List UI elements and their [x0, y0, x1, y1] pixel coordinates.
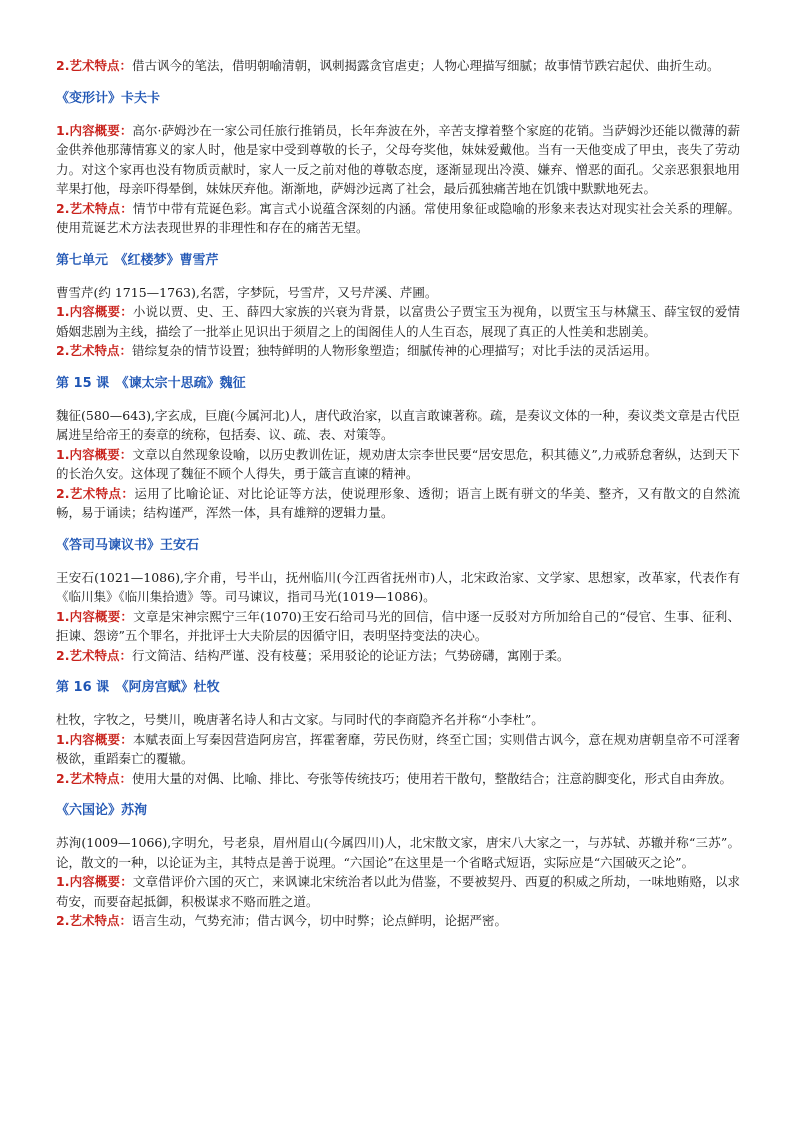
- art-paragraph: [56, 484, 740, 523]
- content-label: 1.内容概要：: [56, 874, 133, 889]
- content-paragraph: [56, 607, 740, 646]
- content-label: 1.内容概要：: [56, 731, 133, 747]
- art-text: 行文简洁、结构严谨、没有枝蔓；采用驳论的论证方法；气势磅礴，寓刚于柔。: [131, 647, 570, 663]
- art-text: 错综复杂的情节设置；独特鲜明的人物形象塑造；细腻传神的心理描写；对比手法的灵活运用。: [131, 343, 657, 358]
- art-paragraph: [56, 911, 740, 931]
- art-label: 2.艺术特点：: [56, 770, 132, 786]
- section-heading-metamorphosis: 《变形计》卡夫卡: [56, 90, 161, 106]
- art-label: 2.艺术特点：: [56, 343, 132, 358]
- art-text: 借古讽今的笔法，借明朝喻清朝，讽刺揭露贪官虐吏；人物心理描写细腻；故事情节跌宕起伏、曲折生动。: [131, 58, 720, 73]
- content-text: 文章借评价六国的灭亡，来讽谏北宋统治者以此为借鉴，不要被契丹、西夏的积威之所劫，一味地贿赂，以求苟安，而要奋起抵御，积极谋求不赂而胜之道。: [56, 874, 740, 909]
- content-label: 1.内容概要：: [56, 122, 133, 138]
- content-paragraph: [56, 445, 740, 484]
- content-paragraph: [56, 730, 740, 769]
- art-label: 2.艺术特点：: [56, 647, 132, 663]
- content-paragraph: [56, 302, 740, 341]
- art-paragraph: [56, 769, 740, 789]
- section-heading-honglou: 第七单元 《红楼梦》曹雪芹: [56, 252, 219, 268]
- content-text: 小说以贾、史、王、薛四大家族的兴衰为背景，以富贵公子贾宝玉为视角，以贾宝玉与林黛玉、薛宝钗的爱情婚姻悲剧为主线，描绘了一批举止见识出于须眉之上的闺阁佳人的人生百态，展现了真正的人性美和悲剧美。: [56, 304, 740, 339]
- art-text: 语言生动，气势充沛；借古讽今，切中时弊；论点鲜明，论据严密。: [131, 913, 507, 928]
- art-label: 2.艺术特点：: [56, 58, 132, 73]
- art-text: 情节中带有荒诞色彩。寓言式小说蕴含深刻的内涵。常使用象征或隐喻的形象来表达对现实社会关系的理解。使用荒诞艺术方法表现世界的非理性和存在的痛苦无望。: [56, 200, 740, 235]
- section-heading-dasima: 《答司马谏议书》王安石: [56, 537, 200, 553]
- content-label: 1.内容概要：: [56, 304, 133, 319]
- art-paragraph: [56, 341, 740, 361]
- top-art-paragraph: [56, 56, 740, 76]
- art-text: 使用大量的对偶、比喻、排比、夸张等传统技巧；使用若干散句，整散结合；注意韵脚变化，形式自由奔放。: [131, 770, 732, 786]
- author-intro: 魏征(580—643),字玄成，巨鹿(今属河北)人，唐代政治家，以直言敢谏著称。疏，是奏议文体的一种，奏议类文章是古代臣属进呈给帝王的奏章的统称，包括奏、议、疏、表、对策等。: [56, 407, 740, 442]
- author-intro: 王安石(1021—1086),字介甫，号半山，抚州临川(今江西省抚州市)人，北宋政治家、文学家、思想家，改革家，代表作有《临川集》《临川集拾遗》等。司马谏议，指司马光(1019—1086)。: [56, 569, 740, 604]
- art-paragraph: [56, 646, 740, 666]
- author-intro: 苏洵(1009—1066),字明允，号老泉，眉州眉山(今属四川)人，北宋散文家，唐宋八大家之一，与苏轼、苏辙并称“三苏”。论，散文的一种，以论证为主，其特点是善于说理。“六国论”在这里是一个省略式短语，实际应是“六国破灭之论”。: [56, 835, 740, 870]
- content-paragraph: [56, 872, 740, 911]
- art-paragraph: [56, 199, 740, 238]
- author-intro: 杜牧，字牧之，号樊川，晚唐著名诗人和古文家。与同时代的李商隐齐名并称“小李杜”。: [56, 712, 544, 727]
- content-text: 文章以自然现象设喻，以历史教训佐证，规劝唐太宗李世民要“居安思危，积其德义”,力戒骄怠奢纵，达到天下的长治久安。这体现了魏征不顾个人得失，勇于箴言直谏的精神。: [56, 446, 740, 481]
- content-label: 1.内容概要：: [56, 446, 133, 462]
- content-text: 本赋表面上写秦因营造阿房宫，挥霍奢靡，劳民伤财，终至亡国；实则借古讽今，意在规劝唐朝皇帝不可淫奢极欲，重蹈秦亡的覆辙。: [56, 731, 740, 766]
- content-text: 文章是宋神宗熙宁三年(1070)王安石给司马光的回信，信中逐一反驳对方所加给自己的“侵官、生事、征利、拒谏、怨谤”五个罪名，并批评士大夫阶层的因循守旧，表明坚持变法的决心。: [56, 608, 740, 643]
- art-label: 2.艺术特点：: [56, 485, 135, 501]
- content-text: 高尔·萨姆沙在一家公司任旅行推销员，长年奔波在外，辛苦支撑着整个家庭的花销。当萨姆沙还能以微薄的薪金供养他那薄情寡义的家人时，他是家中受到尊敬的长子，父母夸奖他，妹妹爱戴他。当有一天他变成了甲虫，丧失了劳动力。对这个家再也没有物质贡献时，家人一反之前对他的尊敬态度，逐渐显现出冷漠、嫌弃、憎恶的面孔。父亲恶狠狠地用苹果打他，母亲吓得晕倒，妹妹厌弃他。渐渐地，萨姆沙远离了社会，最后孤独痛苦地在饥饿中默默地死去。: [56, 122, 740, 196]
- section-heading-afanggong: 第 16 课 《阿房宫赋》杜牧: [56, 680, 220, 695]
- content-paragraph: [56, 121, 740, 199]
- art-label: 2.艺术特点：: [56, 913, 132, 928]
- section-heading-jiantaizong: 第 15 课 《谏太宗十思疏》魏征: [56, 375, 246, 391]
- art-text: 运用了比喻论证、对比论证等方法，使说理形象、透彻；语言上既有骈文的华美、整齐，又有散文的自然流畅，易于诵读；结构谨严，浑然一体，具有雄辩的逻辑力量。: [56, 485, 740, 520]
- section-heading-liuguolun: 《六国论》苏洵: [56, 803, 148, 818]
- author-intro: 曹雪芹(约 1715—1763),名霑，字梦阮，号雪芹，又号芹溪、芹圃。: [56, 284, 438, 300]
- content-label: 1.内容概要：: [56, 608, 134, 624]
- document-page: [56, 56, 740, 931]
- art-label: 2.艺术特点：: [56, 200, 133, 216]
